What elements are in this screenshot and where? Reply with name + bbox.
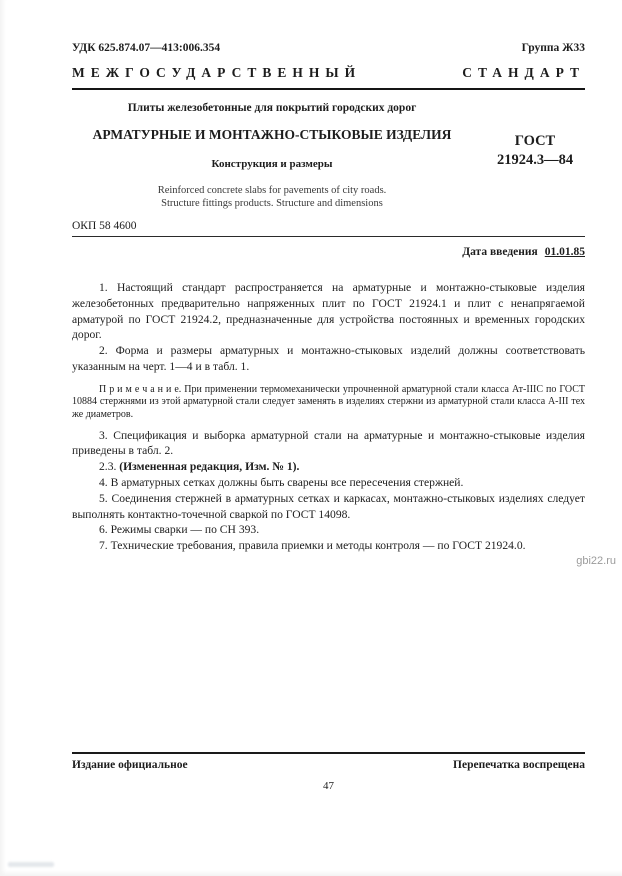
date-label: Дата введения [462,246,538,258]
paragraph: 7. Технические требования, правила приемки и методы контроля — по ГОСТ 21924.0. [99,539,526,553]
paragraph: 6. Режимы сварки — по СН 393. [99,523,260,537]
standard-type-heading [72,65,585,81]
note-label: П р и м е ч а н и е. [99,383,182,395]
introduction-date-row [72,246,585,258]
document-subject: Плиты железобетонные для покрытий городских дорог [127,102,417,114]
paragraph: 4. В арматурных сетках должны быть сварены все пересечения стержней. [99,475,464,489]
document-title-english [72,184,472,210]
header-divider [72,88,585,90]
scan-artifact [8,862,54,867]
standard-number-block [485,132,585,170]
okp-divider [72,236,585,237]
gost-number: 21924.3—84 [496,151,574,168]
title-english-line2: Structure fittings products. Structure and dimensions [161,198,383,210]
document-title: АРМАТУРНЫЕ И МОНТАЖНО-СТЫКОВЫЕ ИЗДЕЛИЯ [92,127,452,142]
standard-type-word1: МЕЖГОСУДАРСТВЕННЫЙ [72,65,362,80]
footer-row [72,759,585,771]
udk-code: УДК 625.874.07—413:006.354 [72,42,221,54]
footer-divider [72,752,585,754]
title-english-line1: Reinforced concrete slabs for pavements of city roads. [157,185,387,196]
classification-row [72,0,585,54]
site-watermark: gbi22.ru [576,555,616,567]
reprint-prohibited-label: Перепечатка воспрещена [453,759,585,771]
body-text [72,280,585,554]
page-content [72,0,585,554]
note-paragraph: П р и м е ч а н и е. При применении термомеханически упрочненной арматурной стали класса Ат-IIIС по ГОСТ 10884 стержнями из этой арматурной стали следует заменять в изделиях стержни из арматурной стали класса А-III тех же диаметров. [72,383,585,420]
date-value: 01.01.85 [544,246,585,258]
group-code: Группа Ж33 [521,42,585,54]
page-footer [72,752,585,792]
paragraph: 3. Спецификация и выборка арматурной стали на арматурные и монтажно-стыковые изделия приведены в табл. 2. [72,428,585,458]
gost-label: ГОСТ [514,133,556,149]
document-subtitle: Конструкция и размеры [211,158,333,170]
amendment-note: (Измененная редакция, Изм. № 1). [119,460,300,474]
okp-code: ОКП 58 4600 [72,220,137,232]
page-number: 47 [323,780,334,792]
titles [72,102,472,210]
official-edition-label: Издание официальное [72,759,188,771]
paragraph: 2. Форма и размеры арматурных и монтажно-стыковых изделий должны соответствовать указанным на черт. 1—4 и в табл. 1. [72,344,585,373]
title-block [72,102,585,214]
paragraph: 2.3. (Измененная редакция, Изм. № 1). [99,460,300,474]
standard-type-word2: СТАНДАРТ [462,65,585,80]
paragraph: 5. Соединения стержней в арматурных сетках и каркасах, монтажно-стыковых изделиях следует выполнять контактно-точечной сваркой по ГОСТ 14098. [72,491,585,521]
paragraph: 1. Настоящий стандарт распространяется на арматурные и монтажно-стыковые изделия железобетонных предварительно напряженных плит по ГОСТ 21924.1 и плит с ненапрягаемой арматурой по ГОСТ 21924.2, предназначенные для устройства постоянных и временных городских дорог. [72,281,585,342]
